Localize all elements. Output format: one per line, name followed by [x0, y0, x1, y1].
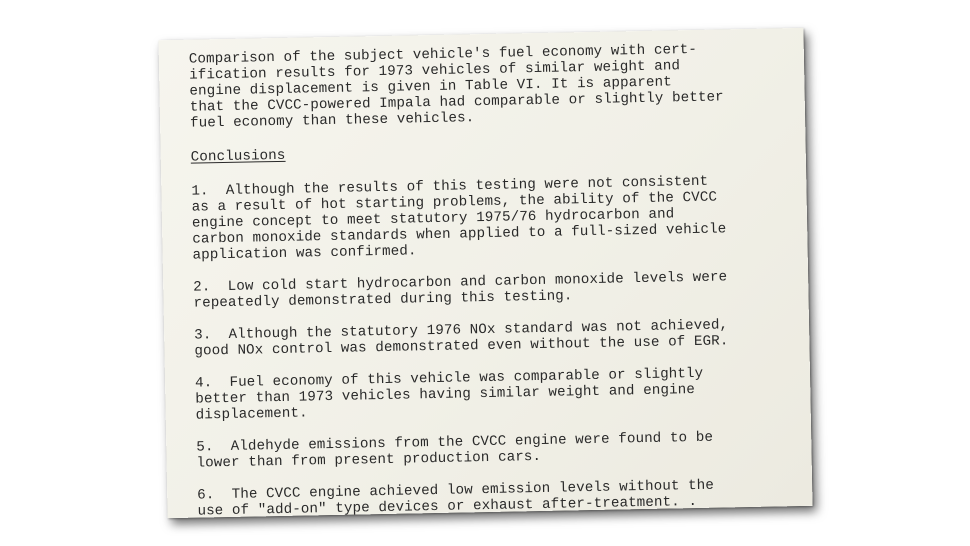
conclusions-heading: Conclusions	[190, 147, 286, 166]
conclusion-item-3: 3. Although the statutory 1976 NOx standard was not achieved, good NOx control was demonstrated even without the use of EGR.	[193, 317, 729, 360]
document-body	[189, 40, 788, 519]
conclusion-item-2: 2. Low cold start hydrocarbon and carbon monoxide levels were repeatedly demonstrated during this testing.	[193, 269, 728, 312]
conclusion-item-4: 4. Fuel economy of this vehicle was comparable or slightly better than 1973 vehicles having similar weight and engine displacement.	[194, 365, 704, 424]
intro-paragraph: Comparison of the subject vehicle's fuel economy with cert- ification results for 1973 vehicles of similar weight and engine displacement is given in Table VI. It is apparent that the CVCC-powered Impala had comparable or slightly better fuel economy than these vehicles.	[188, 41, 724, 132]
document-page	[158, 28, 812, 518]
conclusion-item-1: 1. Although the results of this testing were not consistent as a result of hot starting problems, the ability of the CVCC engine concept to meet statutory 1975/76 hydrocarbon and carbon monoxide standards when applied to a full-sized vehicle application was confirmed.	[191, 173, 727, 264]
conclusion-item-5: 5. Aldehyde emissions from the CVCC engine were found to be lower than from present production cars.	[196, 429, 714, 472]
conclusion-item-6: 6. The CVCC engine achieved low emission levels without the use of "add-on" type devices or exhaust after-treatment. .	[197, 477, 715, 520]
